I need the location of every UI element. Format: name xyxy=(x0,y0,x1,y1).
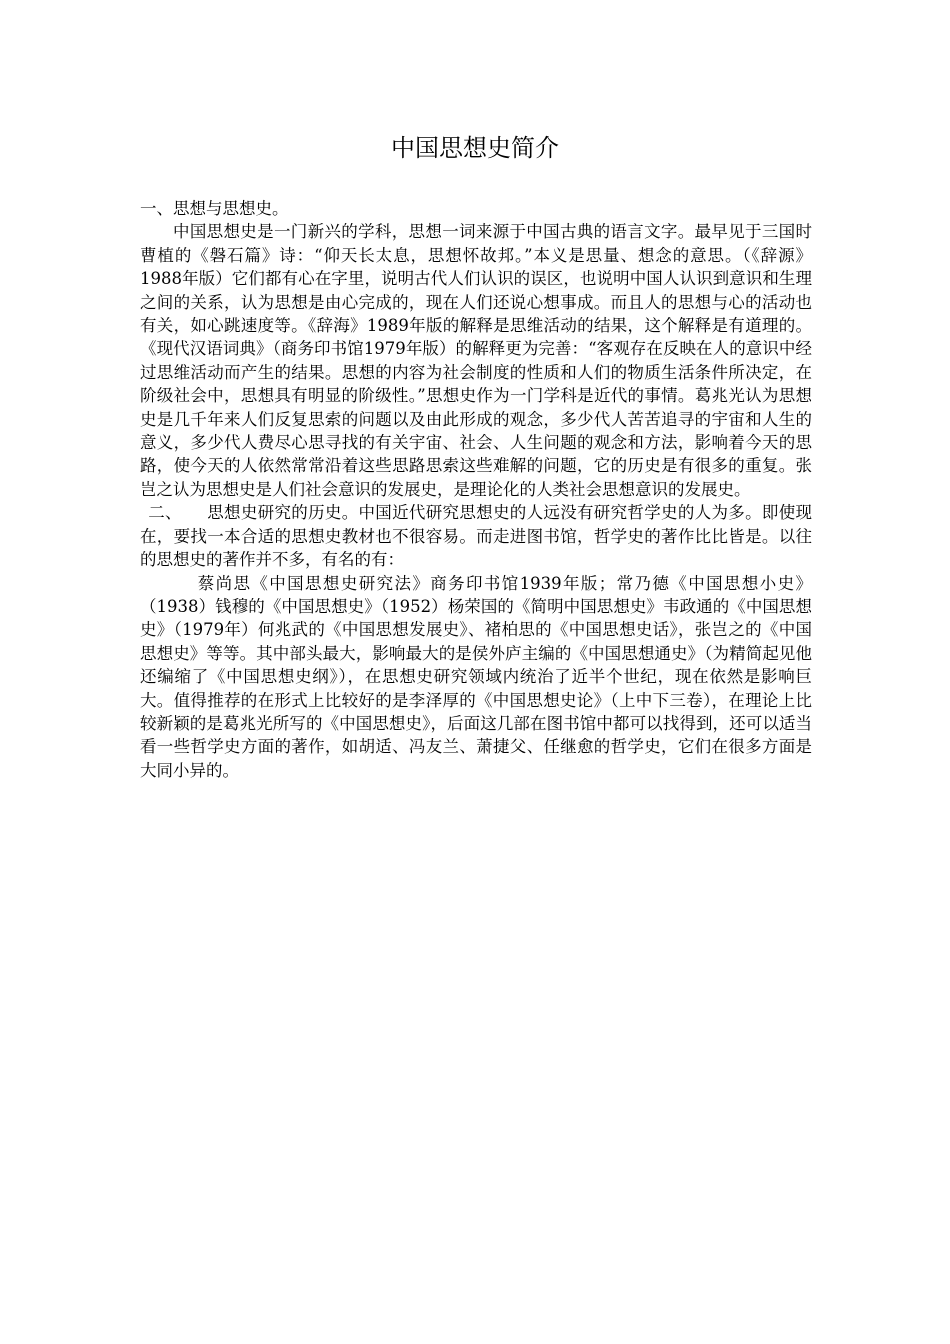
document-body xyxy=(140,197,812,782)
section-heading-2: 二、 思想史研究的历史。中国近代研究思想史的人远没有研究哲学史的人为多。即使现在，要找一本合适的思想史教材也不很容易。而走进图书馆，哲学史的著作比比皆是。以往的思想史的著作并不多，有名的有： xyxy=(140,503,812,570)
paragraph-2: 蔡尚思《中国思想史研究法》商务印书馆1939年版；常乃德《中国思想小史》（1938）钱穆的《中国思想史》（1952）杨荣国的《简明中国思想史》韦政通的《中国思想史》（1979年）何兆武的《中国思想发展史》、褚柏思的《中国思想史话》，张岂之的《中国思想史》等等。其中部头最大，影响最大的是侯外庐主编的《中国思想通史》（为精简起见他还编缩了《中国思想史纲》），在思想史研究领域内统治了近半个世纪，现在依然是影响巨大。值得推荐的在形式上比较好的是李泽厚的《中国思想史论》（上中下三卷），在理论上比较新颖的是葛兆光所写的《中国思想史》，后面这几部在图书馆中都可以找得到，还可以适当看一些哲学史方面的著作，如胡适、冯友兰、萧捷父、任继愈的哲学史，它们在很多方面是大同小异的。 xyxy=(140,573,812,780)
section-heading-1: 一、思想与思想史。 xyxy=(140,199,289,218)
page-title: 中国思想史简介 xyxy=(391,134,559,162)
paragraph-1: 中国思想史是一门新兴的学科，思想一词来源于中国古典的语言文字。最早见于三国时曹植的《磐石篇》诗：“仰天长太息，思想怀故邦。”本义是思量、想念的意思。（《辞源》1988年版）它们都有心在字里，说明古代人们认识的误区，也说明中国人认识到意识和生理之间的关系，认为思想是由心完成的，现在人们还说心想事成。而且人的思想与心的活动也有关，如心跳速度等。《辞海》1989年版的解释是思维活动的结果，这个解释是有道理的。《现代汉语词典》（商务印书馆1979年版）的解释更为完善：“客观存在反映在人的意识中经过思维活动而产生的结果。思想的内容为社会制度的性质和人们的物质生活条件所决定，在阶级社会中，思想具有明显的阶级性。”思想史作为一门学科是近代的事情。葛兆光认为思想史是几千年来人们反复思索的问题以及由此形成的观念，多少代人苦苦追寻的宇宙和人生的意义，多少代人费尽心思寻找的有关宇宙、社会、人生问题的观念和方法，影响着今天的思路，使今天的人依然常常沿着这些思路思索这些难解的问题，它的历史是有很多的重复。张岂之认为思想史是人们社会意识的发展史，是理论化的人类社会思想意识的发展史。 xyxy=(140,222,812,499)
